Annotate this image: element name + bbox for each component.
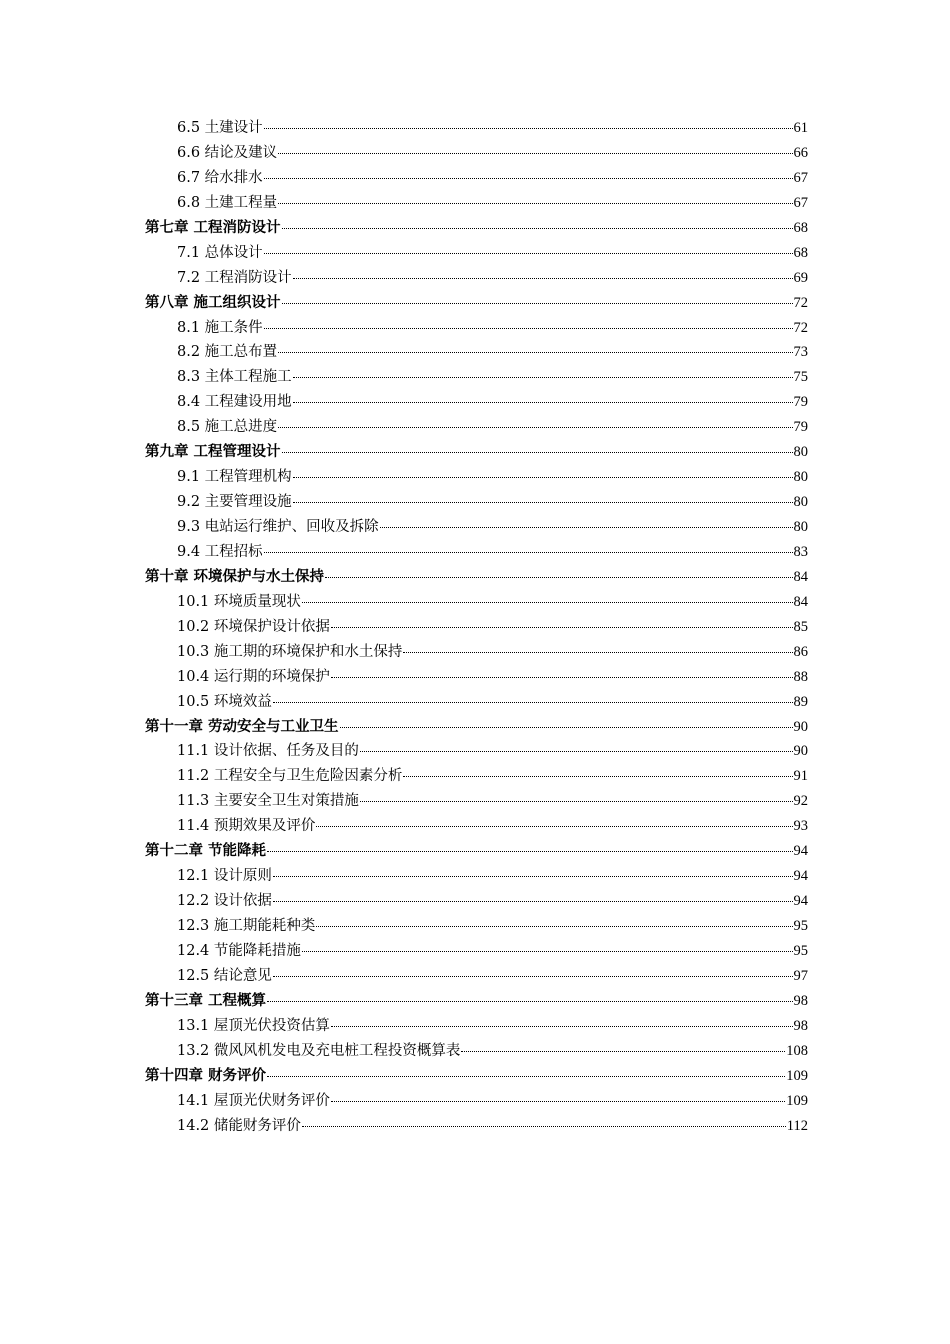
toc-dot-leader — [302, 1126, 786, 1127]
toc-dot-leader — [282, 303, 793, 304]
toc-section-entry[interactable] — [145, 266, 808, 291]
toc-entry-title: 8.3 主体工程施工 — [177, 369, 292, 386]
toc-entry-title: 10.5 环境效益 — [177, 693, 272, 710]
toc-entry-title: 6.5 土建设计 — [177, 120, 263, 136]
toc-chapter-entry[interactable] — [145, 989, 808, 1014]
toc-chapter-entry[interactable] — [145, 715, 808, 740]
toc-dot-leader — [267, 1076, 785, 1077]
toc-section-entry[interactable] — [145, 590, 808, 615]
toc-page-number: 80 — [793, 519, 808, 535]
toc-entry-title: 12.3 施工期能耗种类 — [177, 918, 316, 934]
toc-entry-title: 6.6 结论及建议 — [177, 144, 278, 161]
toc-page-number: 108 — [786, 1042, 808, 1059]
toc-section-entry[interactable] — [145, 540, 808, 565]
toc-page-number: 79 — [793, 419, 808, 436]
toc-dot-leader — [331, 1026, 793, 1027]
toc-dot-leader — [273, 901, 793, 902]
toc-entry-title: 11.1 设计依据、任务及目的 — [177, 743, 359, 760]
toc-entry-title: 11.2 工程安全与卫生危险因素分析 — [177, 768, 403, 785]
toc-entry-title: 第九章 工程管理设计 — [145, 443, 281, 461]
toc-page-number: 98 — [793, 992, 808, 1009]
toc-entry-title: 第十二章 节能降耗 — [145, 842, 267, 860]
toc-dot-leader — [282, 452, 793, 453]
toc-dot-leader — [282, 228, 793, 229]
toc-chapter-entry[interactable] — [145, 216, 808, 241]
toc-dot-leader — [267, 851, 792, 852]
toc-entry-title: 12.2 设计依据 — [177, 893, 272, 910]
table-of-contents — [145, 116, 808, 1138]
toc-page-number: 68 — [793, 244, 808, 261]
toc-dot-leader — [360, 801, 793, 802]
toc-entry-title: 第十章 环境保护与水土保持 — [145, 567, 325, 585]
toc-entry-title: 7.2 工程消防设计 — [177, 269, 292, 286]
toc-entry-title: 第十三章 工程概算 — [145, 991, 267, 1009]
toc-page-number: 61 — [793, 120, 808, 136]
toc-dot-leader — [293, 278, 793, 279]
toc-entry-title: 第十四章 财务评价 — [145, 1066, 267, 1084]
toc-entry-title: 9.4 工程招标 — [177, 543, 263, 560]
toc-dot-leader — [264, 552, 793, 553]
toc-page-number: 68 — [793, 219, 808, 236]
toc-section-entry[interactable] — [145, 814, 808, 839]
toc-section-entry[interactable] — [145, 116, 808, 141]
toc-entry-title: 6.8 土建工程量 — [177, 194, 278, 211]
toc-dot-leader — [264, 328, 793, 329]
toc-dot-leader — [302, 602, 793, 603]
toc-page-number: 109 — [786, 1092, 808, 1109]
toc-entry-title: 13.1 屋顶光伏投资估算 — [177, 1017, 330, 1034]
toc-dot-leader — [360, 751, 793, 752]
toc-dot-leader — [293, 377, 793, 378]
toc-section-entry[interactable] — [145, 1014, 808, 1039]
toc-section-entry[interactable] — [145, 640, 808, 665]
toc-section-entry[interactable] — [145, 914, 808, 939]
toc-chapter-entry[interactable] — [145, 1064, 808, 1089]
toc-dot-leader — [461, 1051, 785, 1052]
toc-page-number: 69 — [793, 269, 808, 286]
toc-page-number: 85 — [793, 618, 808, 635]
toc-page-number: 73 — [793, 344, 808, 361]
toc-section-entry[interactable] — [145, 1039, 808, 1064]
toc-page-number: 80 — [793, 444, 808, 461]
toc-dot-leader — [278, 153, 792, 154]
toc-page-number: 84 — [793, 568, 808, 585]
toc-entry-title: 第七章 工程消防设计 — [145, 218, 281, 236]
toc-section-entry[interactable] — [145, 665, 808, 690]
toc-page-number: 97 — [793, 967, 808, 984]
toc-dot-leader — [403, 652, 792, 653]
toc-section-entry[interactable] — [145, 615, 808, 640]
toc-section-entry[interactable] — [145, 166, 808, 191]
toc-dot-leader — [325, 577, 792, 578]
toc-dot-leader — [264, 253, 793, 254]
toc-page-number: 91 — [793, 768, 808, 785]
toc-section-entry[interactable] — [145, 415, 808, 440]
toc-page-number: 67 — [793, 194, 808, 211]
toc-dot-leader — [293, 402, 793, 403]
toc-dot-leader — [331, 1101, 785, 1102]
toc-section-entry[interactable] — [145, 690, 808, 715]
toc-page-number: 88 — [793, 668, 808, 685]
toc-entry-title: 10.3 施工期的环境保护和水土保持 — [177, 643, 403, 660]
toc-entry-title: 10.4 运行期的环境保护 — [177, 668, 330, 685]
toc-dot-leader — [278, 427, 792, 428]
toc-page-number: 94 — [793, 893, 808, 910]
toc-page-number: 79 — [793, 394, 808, 411]
toc-chapter-entry[interactable] — [145, 291, 808, 316]
toc-dot-leader — [273, 876, 793, 877]
toc-entry-title: 第八章 施工组织设计 — [145, 293, 281, 311]
toc-entry-title: 第十一章 劳动安全与工业卫生 — [145, 717, 339, 735]
toc-page-number: 112 — [786, 1117, 808, 1134]
toc-entry-title: 6.7 给水排水 — [177, 169, 263, 186]
toc-section-entry[interactable] — [145, 1089, 808, 1114]
toc-entry-title: 14.2 储能财务评价 — [177, 1117, 301, 1134]
toc-entry-title: 10.2 环境保护设计依据 — [177, 618, 330, 635]
toc-page-number: 80 — [793, 469, 808, 486]
toc-entry-title: 8.1 施工条件 — [177, 319, 263, 336]
toc-section-entry[interactable] — [145, 365, 808, 390]
toc-section-entry[interactable] — [145, 316, 808, 341]
toc-entry-title: 11.3 主要安全卫生对策措施 — [177, 793, 359, 810]
toc-page-number: 95 — [793, 918, 808, 934]
toc-entry-title: 10.1 环境质量现状 — [177, 593, 301, 610]
toc-section-entry[interactable] — [145, 739, 808, 764]
toc-section-entry[interactable] — [145, 340, 808, 365]
toc-section-entry[interactable] — [145, 465, 808, 490]
toc-entry-title: 9.3 电站运行维护、回收及拆除 — [177, 519, 379, 535]
toc-entry-title: 8.2 施工总布置 — [177, 344, 278, 361]
toc-dot-leader — [293, 502, 793, 503]
toc-dot-leader — [316, 926, 792, 927]
toc-entry-title: 9.2 主要管理设施 — [177, 494, 292, 511]
toc-entry-title: 12.1 设计原则 — [177, 868, 272, 885]
toc-entry-title: 11.4 预期效果及评价 — [177, 818, 316, 835]
toc-section-entry[interactable] — [145, 964, 808, 989]
toc-entry-title: 14.1 屋顶光伏财务评价 — [177, 1092, 330, 1109]
toc-page-number: 72 — [793, 294, 808, 311]
toc-section-entry[interactable] — [145, 241, 808, 266]
toc-dot-leader — [302, 951, 793, 952]
toc-section-entry[interactable] — [145, 390, 808, 415]
toc-page-number: 72 — [793, 319, 808, 336]
toc-page-number: 92 — [793, 793, 808, 810]
toc-page-number: 75 — [793, 369, 808, 386]
toc-entry-title: 13.2 微风风机发电及充电桩工程投资概算表 — [177, 1042, 461, 1059]
toc-page-number: 67 — [793, 169, 808, 186]
toc-entry-title: 9.1 工程管理机构 — [177, 469, 292, 486]
toc-page-number: 83 — [793, 543, 808, 560]
toc-page-number: 93 — [793, 818, 808, 835]
toc-entry-title: 12.4 节能降耗措施 — [177, 942, 301, 959]
toc-dot-leader — [403, 776, 792, 777]
toc-dot-leader — [278, 352, 792, 353]
toc-section-entry[interactable] — [145, 1114, 808, 1139]
toc-section-entry[interactable] — [145, 515, 808, 540]
toc-dot-leader — [340, 727, 793, 728]
toc-dot-leader — [278, 203, 792, 204]
toc-dot-leader — [264, 128, 793, 129]
toc-chapter-entry[interactable] — [145, 565, 808, 590]
toc-entry-title: 7.1 总体设计 — [177, 244, 263, 261]
toc-page-number: 94 — [793, 843, 808, 860]
toc-page-number: 86 — [793, 643, 808, 660]
toc-section-entry[interactable] — [145, 764, 808, 789]
toc-page-number: 66 — [793, 144, 808, 161]
toc-page-number: 90 — [793, 718, 808, 735]
toc-page-number: 109 — [786, 1067, 808, 1084]
toc-page-number: 89 — [793, 693, 808, 710]
toc-page-number: 90 — [793, 743, 808, 760]
toc-section-entry[interactable] — [145, 789, 808, 814]
toc-section-entry[interactable] — [145, 889, 808, 914]
toc-section-entry[interactable] — [145, 191, 808, 216]
toc-dot-leader — [293, 477, 793, 478]
toc-page-number: 80 — [793, 494, 808, 511]
toc-page-number: 98 — [793, 1017, 808, 1034]
toc-chapter-entry[interactable] — [145, 440, 808, 465]
toc-entry-title: 12.5 结论意见 — [177, 967, 272, 984]
toc-section-entry[interactable] — [145, 864, 808, 889]
toc-dot-leader — [273, 976, 793, 977]
toc-page-number: 95 — [793, 942, 808, 959]
toc-entry-title: 8.5 施工总进度 — [177, 419, 278, 436]
toc-dot-leader — [273, 702, 793, 703]
toc-dot-leader — [380, 527, 793, 528]
toc-dot-leader — [264, 178, 793, 179]
toc-page-number: 84 — [793, 593, 808, 610]
toc-section-entry[interactable] — [145, 490, 808, 515]
toc-page-number: 94 — [793, 868, 808, 885]
toc-dot-leader — [331, 627, 793, 628]
toc-chapter-entry[interactable] — [145, 839, 808, 864]
toc-dot-leader — [331, 677, 793, 678]
toc-dot-leader — [316, 826, 792, 827]
toc-entry-title: 8.4 工程建设用地 — [177, 394, 292, 411]
toc-section-entry[interactable] — [145, 141, 808, 166]
toc-section-entry[interactable] — [145, 939, 808, 964]
toc-dot-leader — [267, 1001, 792, 1002]
